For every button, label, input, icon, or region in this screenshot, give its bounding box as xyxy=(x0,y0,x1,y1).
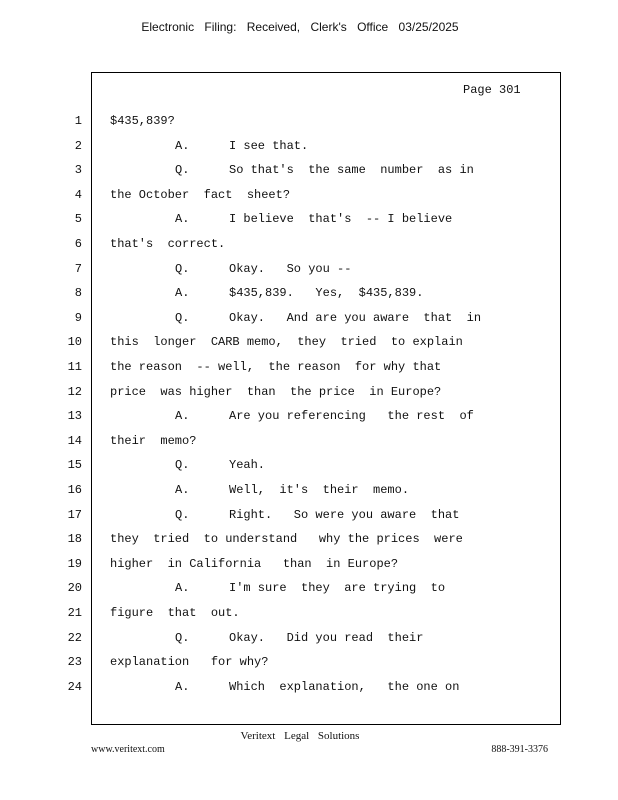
transcript-line xyxy=(0,680,560,698)
line-number: 1 xyxy=(74,114,82,128)
line-number: 8 xyxy=(74,286,82,301)
line-content: $435,839? xyxy=(110,114,175,128)
transcript-line xyxy=(0,335,560,353)
line-number: 10 xyxy=(67,335,82,350)
transcript-line xyxy=(0,631,560,649)
line-text xyxy=(175,139,308,153)
line-content: Okay. Did you read their xyxy=(229,630,424,645)
transcript-line xyxy=(0,360,560,378)
line-text xyxy=(110,655,268,669)
line-text xyxy=(175,458,265,472)
line-text xyxy=(110,385,441,399)
transcript-line xyxy=(0,237,560,255)
transcript-line xyxy=(0,458,560,476)
transcript-line xyxy=(0,581,560,599)
line-number: 20 xyxy=(67,581,82,596)
line-content: their memo? xyxy=(110,433,197,448)
line-text xyxy=(175,212,452,226)
transcript-line xyxy=(0,434,560,452)
speaker-label: Q. xyxy=(175,261,190,276)
transcript-line xyxy=(0,606,560,624)
speaker-label: A. xyxy=(175,679,190,694)
line-number: 16 xyxy=(67,483,82,497)
line-text xyxy=(175,581,445,595)
transcript-line xyxy=(0,114,560,132)
line-number: 17 xyxy=(67,507,82,522)
line-content: higher in California than in Europe? xyxy=(110,556,399,571)
transcript-line xyxy=(0,557,560,575)
line-number: 12 xyxy=(67,384,82,399)
speaker-label: Q. xyxy=(175,630,190,645)
speaker-label: Q. xyxy=(175,507,190,522)
line-content: price was higher than the price in Europe? xyxy=(110,384,442,399)
footer-company: Veritext Legal Solutions xyxy=(240,730,360,742)
line-text xyxy=(175,311,481,325)
line-text xyxy=(110,335,463,349)
speaker-label: A. xyxy=(175,409,190,424)
transcript-line xyxy=(0,385,560,403)
line-content: I'm sure they are trying to xyxy=(229,581,446,596)
transcript-line xyxy=(0,655,560,673)
line-number: 5 xyxy=(74,212,82,227)
speaker-label: Q. xyxy=(175,163,190,178)
transcript-line xyxy=(0,311,560,329)
line-text xyxy=(110,606,240,620)
line-text xyxy=(175,680,459,694)
transcript-line xyxy=(0,483,560,501)
line-content: explanation for why? xyxy=(110,655,269,670)
line-content: this longer CARB memo, they tried to explain xyxy=(110,335,463,350)
line-content: Yeah. xyxy=(229,458,266,473)
line-content: Right. So were you aware that xyxy=(229,507,460,522)
transcript-line xyxy=(0,508,560,526)
line-content: Which explanation, the one on xyxy=(229,679,460,694)
line-number: 18 xyxy=(67,532,82,547)
line-number: 14 xyxy=(67,433,82,448)
footer-website: www.veritext.com xyxy=(91,744,165,755)
line-text xyxy=(110,434,196,448)
line-number: 15 xyxy=(67,458,82,473)
speaker-label: A. xyxy=(175,212,190,227)
line-content: that's correct. xyxy=(110,237,226,251)
line-number: 22 xyxy=(67,630,82,645)
line-number: 23 xyxy=(67,655,82,670)
line-text xyxy=(175,409,474,423)
transcript-line xyxy=(0,262,560,280)
line-text xyxy=(175,508,459,522)
speaker-label: A. xyxy=(175,581,190,596)
line-content: Okay. So you -- xyxy=(229,261,352,276)
line-content: $435,839. Yes, $435,839. xyxy=(229,286,424,301)
line-content: So that's the same number as in xyxy=(229,163,474,178)
transcript-line xyxy=(0,188,560,206)
line-content: I believe that's -- I believe xyxy=(229,212,453,227)
line-number: 13 xyxy=(67,409,82,424)
line-number: 2 xyxy=(74,138,82,153)
line-number: 4 xyxy=(74,187,82,202)
transcript-line xyxy=(0,532,560,550)
speaker-label: A. xyxy=(175,138,190,153)
line-number: 3 xyxy=(74,163,82,178)
line-text xyxy=(175,262,351,276)
line-number: 19 xyxy=(67,556,82,571)
line-content: the reason -- well, the reason for why that xyxy=(110,360,442,374)
line-text xyxy=(110,532,463,546)
line-content: Well, it's their memo. xyxy=(229,483,410,497)
line-number: 24 xyxy=(67,679,82,694)
line-number: 6 xyxy=(74,237,82,251)
transcript-line xyxy=(0,139,560,157)
line-content: I see that. xyxy=(229,138,309,153)
line-number: 7 xyxy=(74,261,82,276)
line-number: 21 xyxy=(67,606,82,620)
line-text xyxy=(110,188,290,202)
filing-stamp: Electronic Filing: Received, Clerk's Office 03/25/2025 xyxy=(141,20,459,34)
line-text xyxy=(110,360,441,374)
line-text xyxy=(110,557,398,571)
page-number: Page 301 xyxy=(463,83,521,97)
speaker-label: A. xyxy=(175,286,190,301)
speaker-label: Q. xyxy=(175,458,190,473)
line-text xyxy=(175,483,409,497)
line-text xyxy=(175,163,474,177)
line-content: figure that out. xyxy=(110,606,240,620)
transcript-line xyxy=(0,409,560,427)
speaker-label: A. xyxy=(175,483,190,497)
line-number: 9 xyxy=(74,310,82,325)
transcript-line xyxy=(0,286,560,304)
line-number: 11 xyxy=(67,360,82,374)
transcript-line xyxy=(0,163,560,181)
line-text xyxy=(110,237,225,251)
line-text xyxy=(175,631,423,645)
line-text xyxy=(110,114,175,128)
line-content: they tried to understand why the prices were xyxy=(110,532,463,547)
speaker-label: Q. xyxy=(175,310,190,325)
transcript-line xyxy=(0,212,560,230)
line-content: Okay. And are you aware that in xyxy=(229,310,482,325)
line-text xyxy=(175,286,423,300)
line-content: the October fact sheet? xyxy=(110,187,291,202)
footer-phone: 888-391-3376 xyxy=(491,744,548,755)
line-content: Are you referencing the rest of xyxy=(229,409,474,424)
